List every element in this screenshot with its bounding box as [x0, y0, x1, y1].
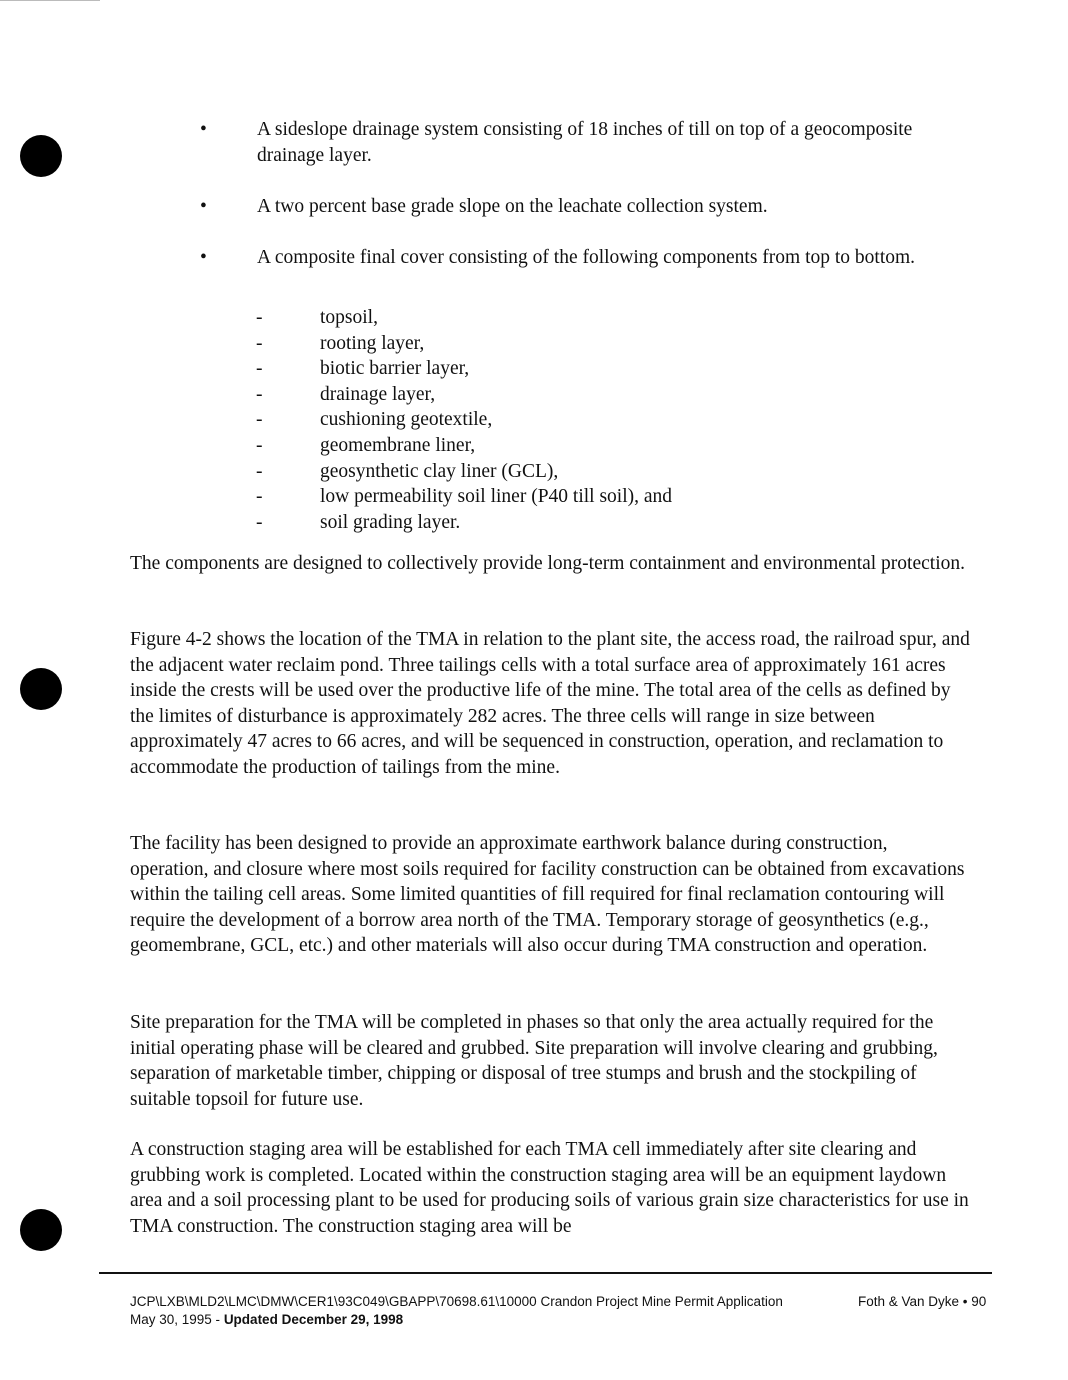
- bullet-text: A two percent base grade slope on the leachate collection system.: [257, 196, 768, 217]
- list-item-text: biotic barrier layer,: [320, 358, 470, 380]
- footer-date-line: [130, 1312, 403, 1327]
- footer-file-path: JCP\LXB\MLD2\LMC\DMW\CER1\93C049\GBAPP\70698.61\10000: [130, 1294, 537, 1309]
- list-item: [256, 331, 856, 357]
- list-item-text: soil grading layer.: [320, 511, 461, 533]
- paragraph-site-preparation: Site preparation for the TMA will be completed in phases so that only the area actually required for the initial operating phase will be cleared and grubbed. Site preparation will involve clearing and grubbing, separation of marketable timber, chipping or disposal of tree stumps and brush and the stockpiling of suitable topsoil for future use.: [130, 1012, 938, 1110]
- bullet-marker: •: [200, 247, 207, 268]
- dash-marker: -: [256, 332, 263, 354]
- binder-hole-middle: [20, 668, 62, 710]
- binder-hole-top: [20, 135, 62, 177]
- dash-marker: -: [256, 307, 263, 328]
- list-item: [256, 382, 856, 408]
- list-item-text: low permeability soil liner (P40 till soil), and: [320, 486, 673, 508]
- footer-document-title: Crandon Project Mine Permit Application: [540, 1294, 783, 1309]
- dash-marker: -: [256, 434, 263, 456]
- bullet-marker: •: [200, 196, 207, 217]
- list-item-text: drainage layer,: [320, 383, 436, 405]
- list-item: [256, 356, 856, 382]
- list-item-text: geosynthetic clay liner (GCL),: [320, 460, 559, 482]
- list-item: [256, 305, 856, 331]
- paragraph-figure-4-2: Figure 4-2 shows the location of the TMA in relation to the plant site, the access road, the railroad spur, and the adjacent water reclaim pond. Three tailings cells with a total surface area of approximately 161 acres inside the crests will be used over the productive life of the mine. The total area of the cells as defined by the limites of disturbance is approximately 282 acres. The three cells will range in size between approximately 47 acres to 66 acres, and will be sequenced in construction, operation, and reclamation to accommodate the production of tailings from the mine.: [130, 629, 970, 778]
- bullet-item-sideslope: [200, 117, 920, 168]
- list-item-text: geomembrane liner,: [320, 434, 476, 456]
- dash-marker: -: [256, 511, 263, 533]
- dash-marker: -: [256, 460, 263, 482]
- bullet-text: A sideslope drainage system consisting of 18 inches of till on top of a geocomposite drainage layer.: [257, 119, 913, 166]
- list-item: [256, 484, 856, 510]
- list-item: [256, 433, 856, 459]
- footer-file-path-line: [130, 1294, 783, 1309]
- paragraph-earthwork-balance: The facility has been designed to provide an approximate earthwork balance during construction, operation, and closure where most soils required for facility construction can be obtained from excavations within the tailing cell areas. Some limited quantities of fill required for final reclamation contouring will require the development of a borrow area north of the TMA. Temporary storage of geosynthetics (e.g., geomembrane, GCL, etc.) and other materials will also occur during TMA construction and operation.: [130, 833, 965, 957]
- list-item: [256, 407, 856, 433]
- dash-marker: -: [256, 358, 263, 380]
- binder-hole-bottom: [20, 1209, 62, 1251]
- bullet-item-final-cover: [200, 245, 920, 271]
- scan-top-edge-line: [0, 0, 100, 1]
- bullet-item-base-grade: [200, 194, 920, 220]
- list-item-text: cushioning geotextile,: [320, 409, 493, 431]
- bullet-text: A composite final cover consisting of the following components from top to bottom.: [257, 247, 916, 268]
- paragraph-components: The components are designed to collectively provide long-term containment and environmental protection.: [130, 553, 965, 574]
- list-item-text: rooting layer,: [320, 332, 425, 354]
- dash-marker: -: [256, 486, 263, 508]
- footer-date: May 30, 1995 -: [130, 1312, 224, 1327]
- bullet-marker: •: [200, 119, 207, 140]
- list-item: [256, 510, 856, 536]
- paragraph-construction-staging: A construction staging area will be established for each TMA cell immediately after site clearing and grubbing work is completed. Located within the construction staging area will be an equipment laydown area and a soil processing plant to be used for producing soils of various grain size characteristics for use in TMA construction. The construction staging area will be: [130, 1139, 969, 1237]
- dash-marker: -: [256, 409, 263, 431]
- footer-updated-date: Updated December 29, 1998: [223, 1312, 404, 1327]
- footer-company-page: Foth & Van Dyke • 90: [858, 1294, 987, 1309]
- footer-rule: [99, 1272, 992, 1274]
- cover-components-list: [256, 305, 856, 535]
- dash-marker: -: [256, 383, 263, 405]
- list-item: [256, 459, 856, 485]
- list-item-text: topsoil,: [320, 307, 378, 328]
